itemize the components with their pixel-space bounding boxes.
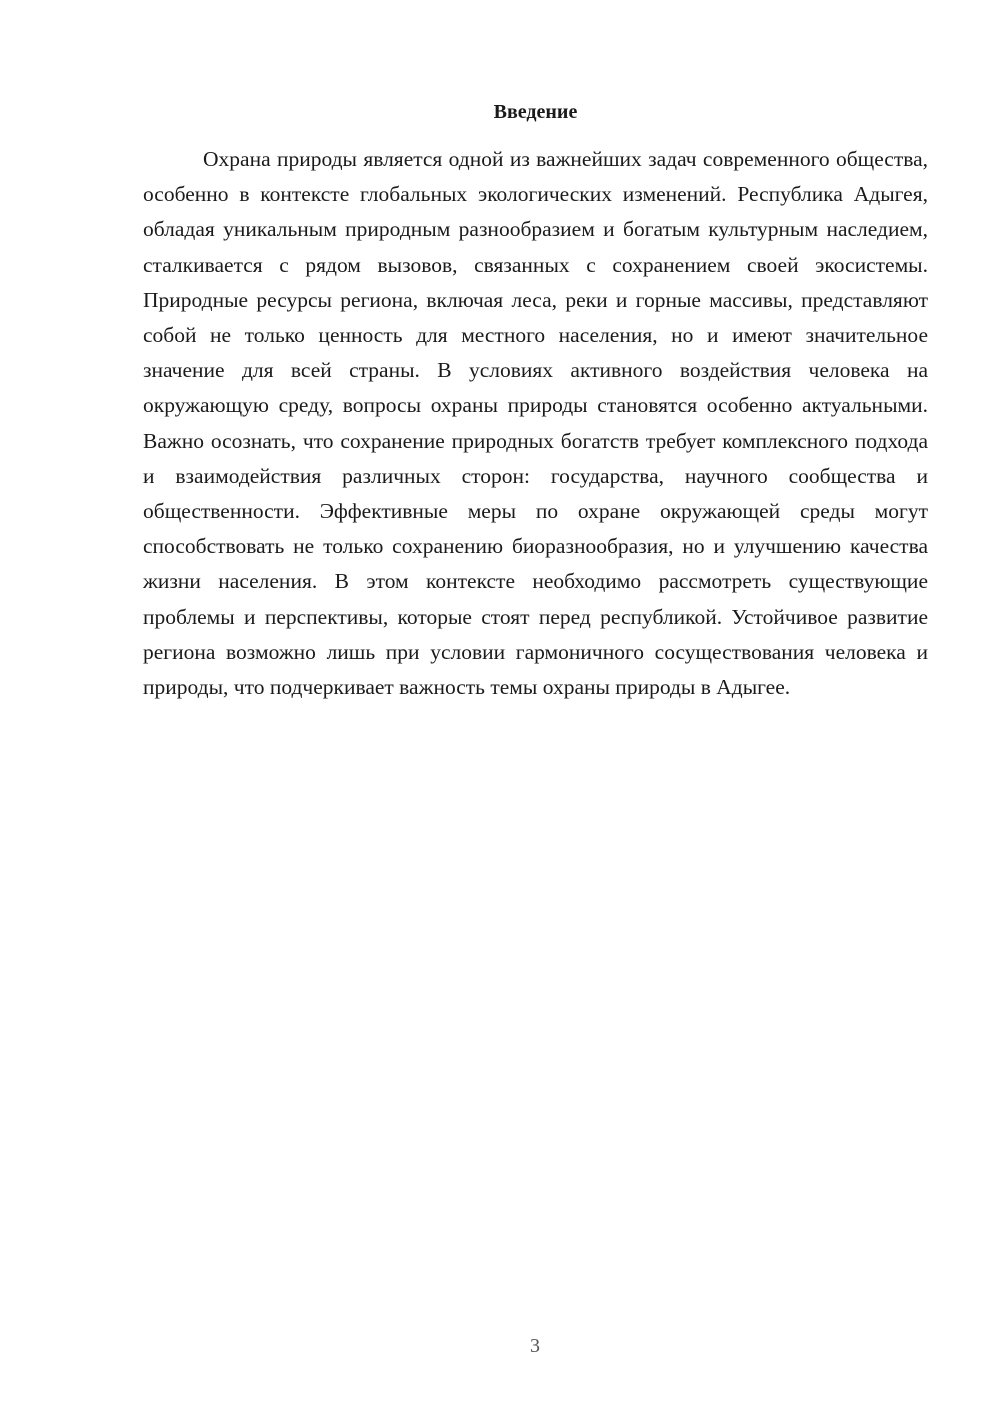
body-paragraph: Охрана природы является одной из важнейших задач современного общества, особенно в контексте глобальных экологических изменений. Республика Адыгея, обладая уникальным природным разнообразием и богатым культурным наследием, сталкивается с рядом вызовов, связанных с сохранением своей экосистемы. Природные ресурсы региона, включая леса, реки и горные массивы, представляют собой не только ценность для местного населения, но и имеют значительное значение для всей страны. В условиях активного воздействия человека на окружающую среду, вопросы охраны природы становятся особенно актуальными. Важно осознать, что сохранение природных богатств требует комплексного подхода и взаимодействия различных сторон: государства, научного сообщества и общественности. Эффективные меры по охране окружающей среды могут способствовать не только сохранению биоразнообразия, но и улучшению качества жизни населения. В этом контексте необходимо рассмотреть существующие проблемы и перспективы, которые стоят перед республикой. Устойчивое развитие региона возможно лишь при условии гармоничного сосуществования человека и природы, что подчеркивает важность темы охраны природы в Адыгее.	[143, 147, 928, 700]
page-number: 3	[530, 1335, 540, 1357]
section-title: Введение	[493, 101, 578, 123]
